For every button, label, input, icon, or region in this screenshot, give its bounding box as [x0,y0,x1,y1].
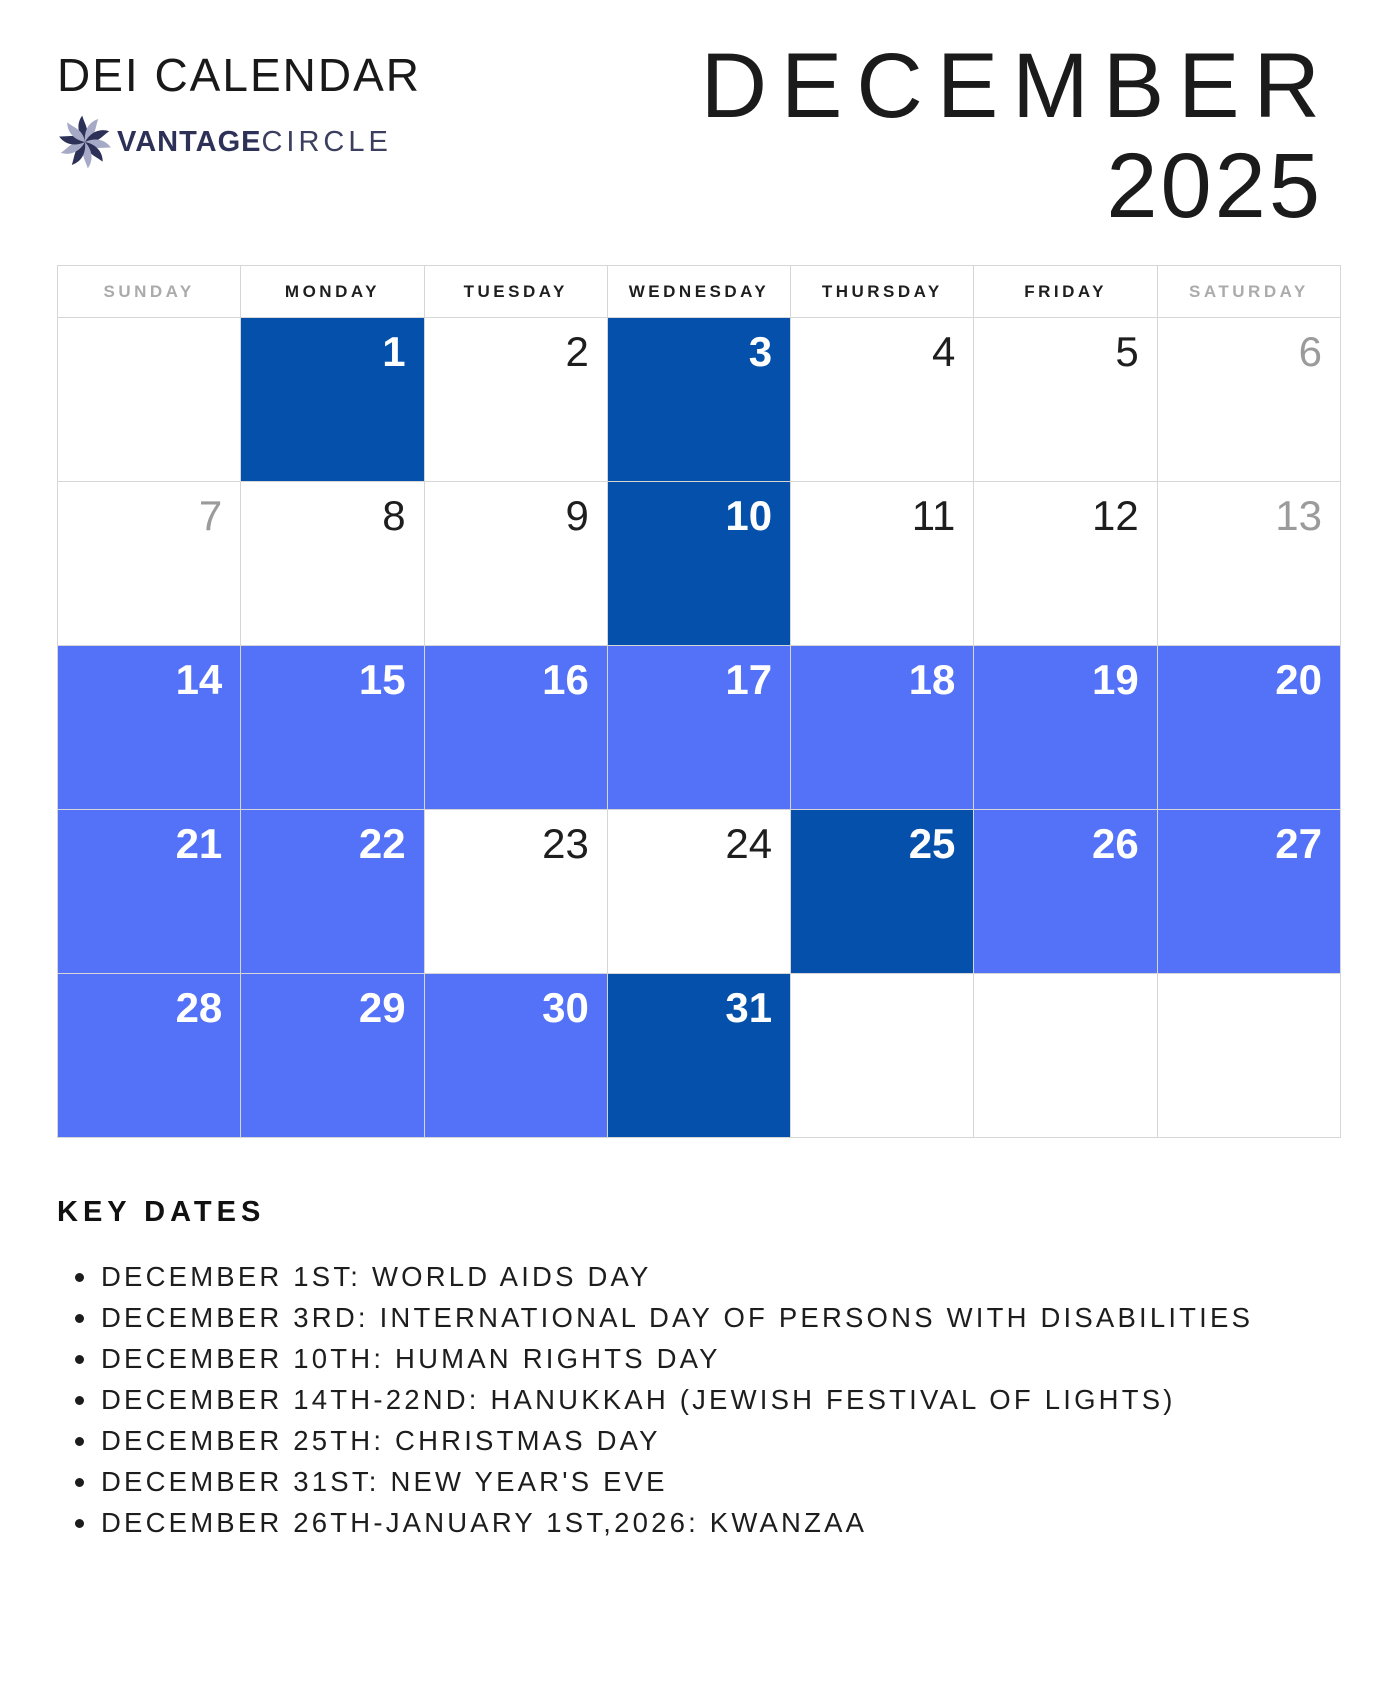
calendar-day-23: 23 [424,810,607,974]
calendar-week-row [58,646,1341,810]
calendar-day-21: 21 [58,810,241,974]
calendar-day-26: 26 [974,810,1157,974]
weekday-header-monday: MONDAY [241,266,424,318]
calendar-day-5: 5 [974,318,1157,482]
year-title: 2025 [1106,135,1323,237]
key-dates-list [57,1257,1258,1543]
calendar-day-14: 14 [58,646,241,810]
calendar-day-9: 9 [424,482,607,646]
calendar-day-2: 2 [424,318,607,482]
month-title: DECEMBER [700,35,1334,137]
calendar-day-8: 8 [241,482,424,646]
calendar-day-19: 19 [974,646,1157,810]
calendar-day-4: 4 [791,318,974,482]
page-title: DEI CALENDAR [57,49,421,101]
weekday-header-saturday: SATURDAY [1157,266,1340,318]
key-date-item: DECEMBER 25TH: CHRISTMAS DAY [57,1421,1258,1461]
calendar-day-11: 11 [791,482,974,646]
month-year-title [700,35,1334,237]
weekday-header-row [58,266,1341,318]
calendar-day-3: 3 [607,318,790,482]
calendar-day-31: 31 [607,974,790,1138]
calendar-day-22: 22 [241,810,424,974]
calendar-day-7: 7 [58,482,241,646]
calendar-day-empty [1157,974,1340,1138]
calendar-day-empty [974,974,1157,1138]
key-date-item: DECEMBER 3RD: INTERNATIONAL DAY OF PERSONS WITH DISABILITIES [57,1298,1258,1338]
calendar-week-row [58,810,1341,974]
brand-name [117,126,392,159]
calendar-day-17: 17 [607,646,790,810]
calendar-day-12: 12 [974,482,1157,646]
calendar-day-1: 1 [241,318,424,482]
key-date-item: DECEMBER 31ST: NEW YEAR'S EVE [57,1462,1258,1502]
calendar-week-row [58,974,1341,1138]
calendar-week-row [58,482,1341,646]
key-date-item: DECEMBER 10TH: HUMAN RIGHTS DAY [57,1339,1258,1379]
key-date-item: DECEMBER 1ST: WORLD AIDS DAY [57,1257,1258,1297]
weekday-header-tuesday: TUESDAY [424,266,607,318]
calendar-day-empty [791,974,974,1138]
calendar-day-24: 24 [607,810,790,974]
calendar-day-15: 15 [241,646,424,810]
page-header [57,35,1334,237]
key-date-item: DECEMBER 26TH-JANUARY 1ST,2026: KWANZAA [57,1503,1258,1543]
calendar-day-27: 27 [1157,810,1340,974]
calendar-day-empty [58,318,241,482]
calendar-day-18: 18 [791,646,974,810]
pinwheel-star-icon [57,114,113,170]
brand-name-circle: CIRCLE [261,125,392,158]
weekday-header-friday: FRIDAY [974,266,1157,318]
brand-logo [57,114,421,170]
key-dates-section [57,1196,1258,1543]
calendar-day-20: 20 [1157,646,1340,810]
key-date-item: DECEMBER 14TH-22ND: HANUKKAH (JEWISH FESTIVAL OF LIGHTS) [57,1380,1258,1420]
calendar-day-25: 25 [791,810,974,974]
calendar-day-13: 13 [1157,482,1340,646]
calendar-grid [57,265,1341,1138]
key-dates-heading: KEY DATES [57,1196,266,1228]
calendar-day-10: 10 [607,482,790,646]
calendar-day-29: 29 [241,974,424,1138]
calendar-week-row [58,318,1341,482]
brand-name-vantage: VANTAGE [117,125,262,158]
calendar-day-30: 30 [424,974,607,1138]
weekday-header-wednesday: WEDNESDAY [607,266,790,318]
weekday-header-thursday: THURSDAY [791,266,974,318]
calendar [57,265,1341,1138]
calendar-day-6: 6 [1157,318,1340,482]
calendar-day-28: 28 [58,974,241,1138]
brand-block [57,40,421,170]
calendar-day-16: 16 [424,646,607,810]
weekday-header-sunday: SUNDAY [58,266,241,318]
